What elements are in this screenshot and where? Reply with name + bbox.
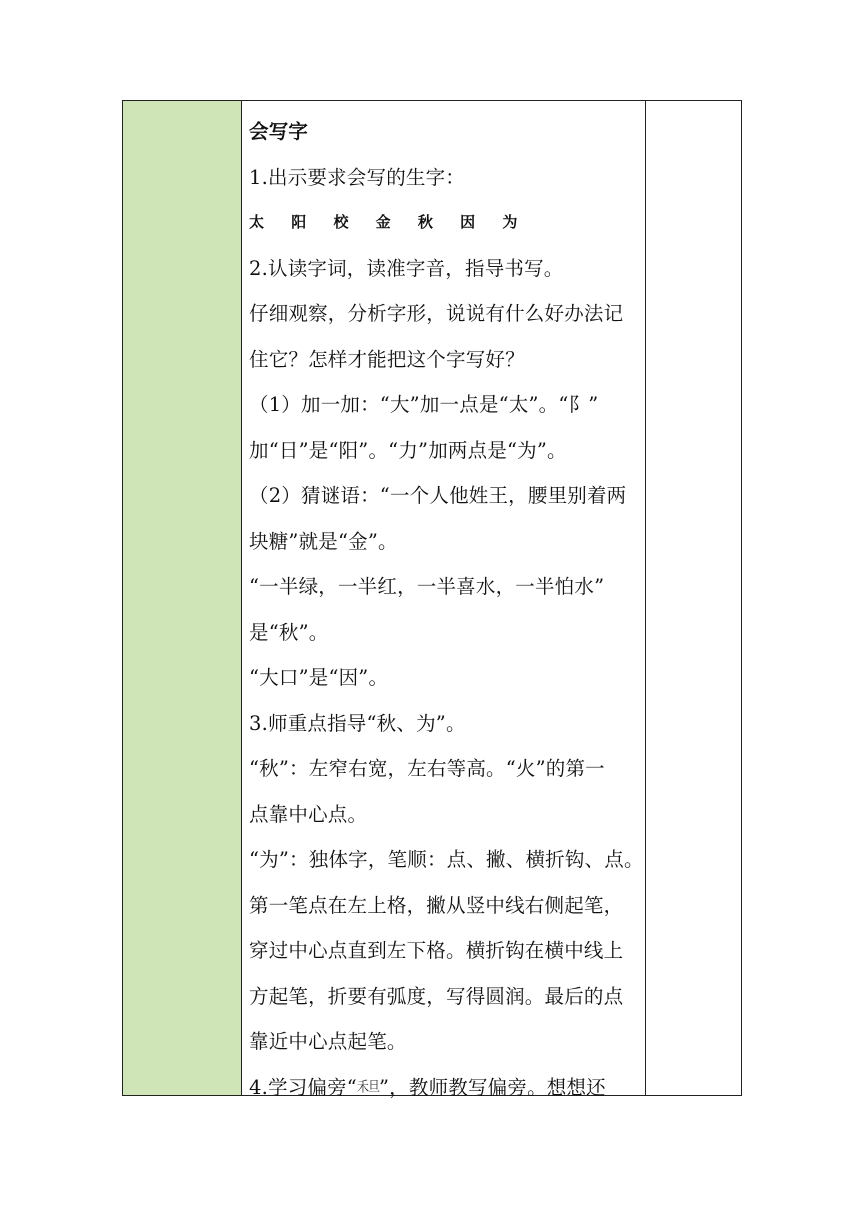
- section-label-cell: [123, 101, 242, 1095]
- content-cell: [242, 101, 646, 1099]
- text-line: 方起笔，折要有弧度，写得圆润。最后的点: [249, 984, 624, 1008]
- radical-glyph: 禾旦: [356, 1078, 379, 1096]
- text-line: 1.出示要求会写的生字：: [249, 165, 466, 189]
- line-prefix: 4.学习偏旁“: [249, 1075, 357, 1099]
- notes-cell: [646, 101, 741, 1095]
- text-line: 是“秋”。: [249, 620, 329, 644]
- text-line: 3.师重点指导“秋、为”。: [249, 711, 466, 735]
- character-list: 太 阳 校 金 秋 因 为: [249, 213, 529, 231]
- text-line: “大口”是“因”。: [249, 666, 389, 689]
- text-line: 加“日”是“阳”。“力”加两点是“为”。: [249, 438, 567, 462]
- text-line: 穿过中心点直到左下格。横折钩在横中线上: [249, 939, 624, 962]
- text-line-partial: [249, 1065, 639, 1111]
- text-line: （1）加一加：“大”加一点是“太”。“阝”: [249, 393, 599, 416]
- text-line: 2.认读字词，读准字音，指导书写。: [249, 256, 564, 280]
- text-line: 块糖”就是“金”。: [249, 529, 398, 553]
- text-line: 仔细观察，分析字形，说说有什么好办法记: [249, 302, 624, 325]
- text-line: 靠近中心点起笔。: [249, 1030, 407, 1053]
- text-line: （2）猜谜语：“一个人他姓王，腰里别着两: [249, 484, 627, 507]
- text-line: 住它？怎样才能把这个字写好？: [249, 347, 525, 371]
- section-heading: 会写字: [249, 120, 309, 143]
- text-line: 第一笔点在左上格，撇从竖中线右侧起笔，: [249, 893, 624, 917]
- text-line: “为”：独体字，笔顺：点、撇、横折钩、点。: [249, 848, 644, 871]
- lesson-table: [122, 100, 742, 1099]
- text-line: 点靠中心点。: [249, 802, 368, 826]
- text-line: “秋”：左窄右宽，左右等高。“火”的第一: [249, 757, 605, 780]
- text-line: “一半绿，一半红，一半喜水，一半怕水”: [249, 575, 605, 598]
- line-suffix: ”，教师教写偏旁。想想还: [379, 1075, 606, 1099]
